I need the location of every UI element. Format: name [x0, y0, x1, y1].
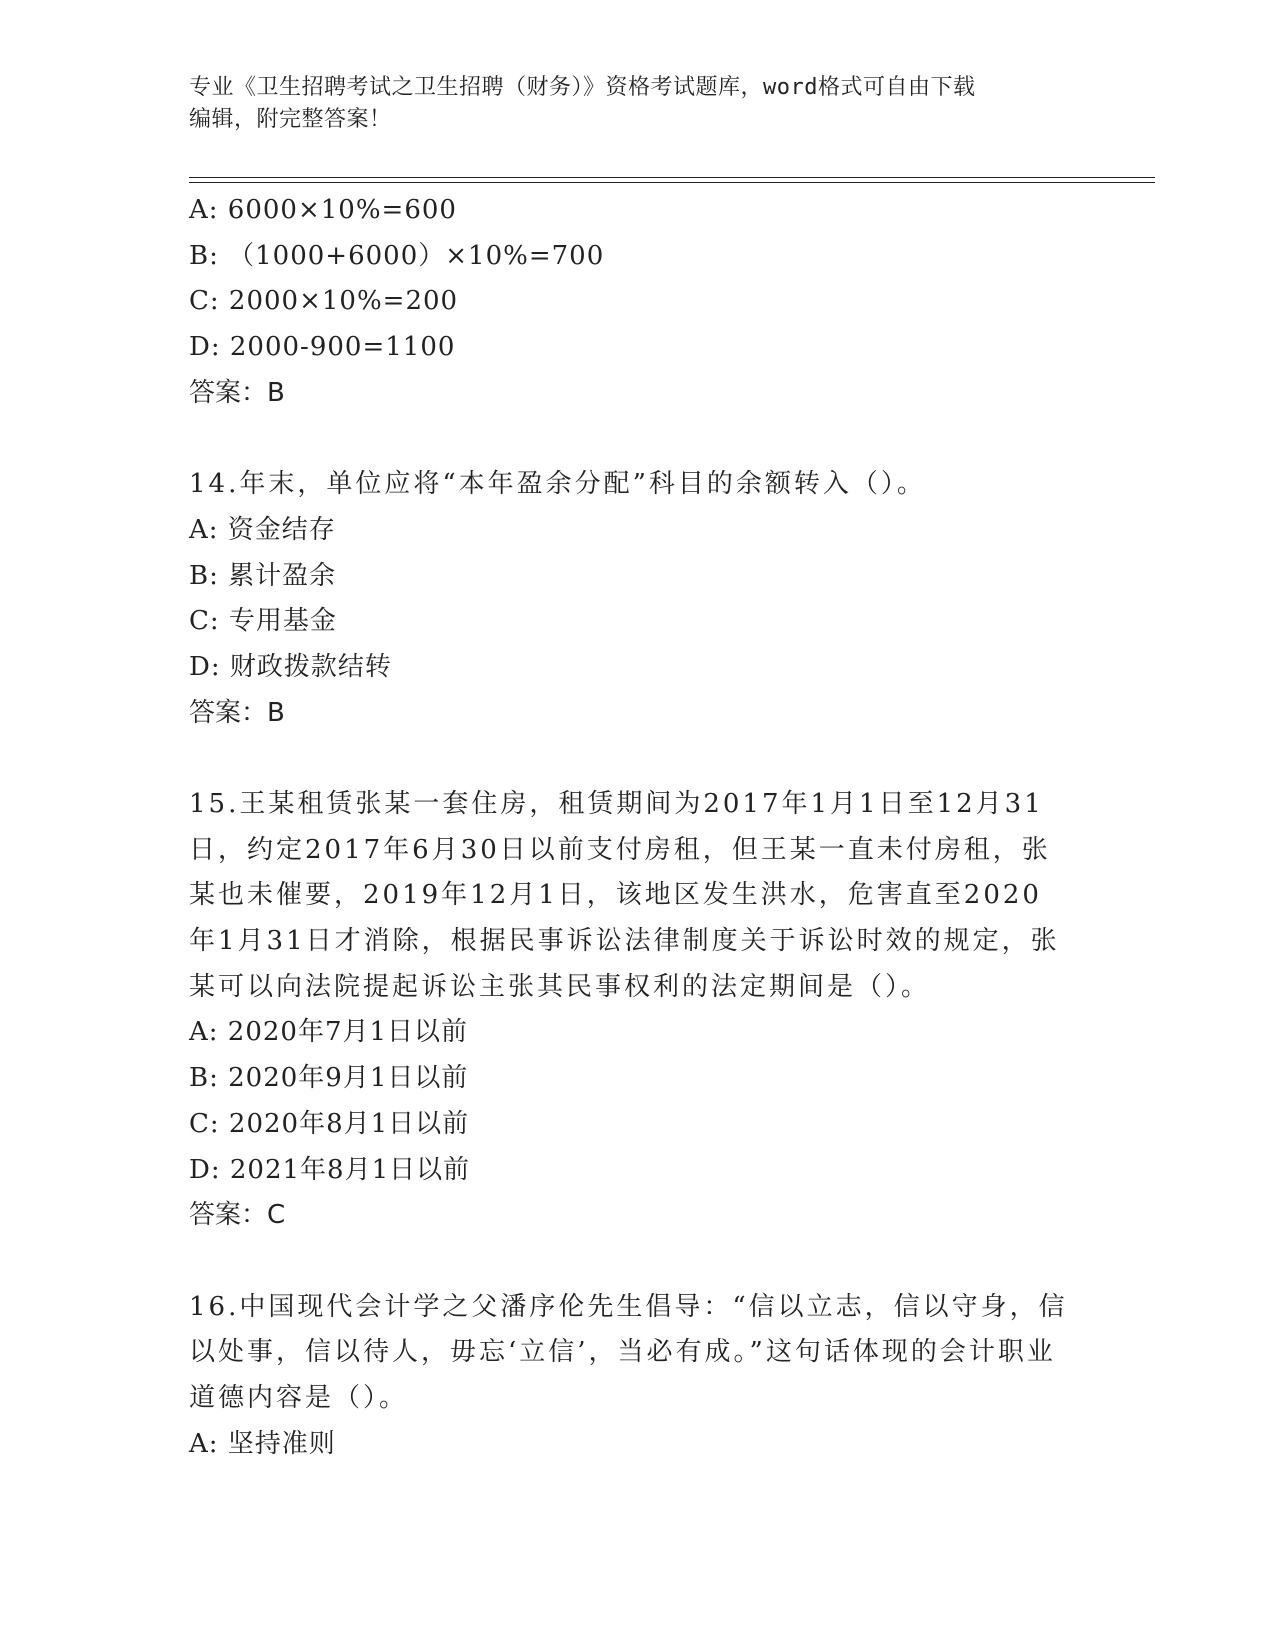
- spacer: [189, 1239, 1079, 1285]
- header-divider-top: [189, 177, 1155, 178]
- option-b: B: 2020年9月1日以前: [189, 1063, 469, 1094]
- header-line-1: 专业《卫生招聘考试之卫生招聘（财务）》资格考试题库，word格式可自由下载: [189, 75, 976, 100]
- option-d: D: 财政拨款结转: [189, 651, 392, 682]
- answer-line: 答案：B: [189, 697, 285, 728]
- option-c: C: 专用基金: [189, 606, 337, 637]
- header-divider-bottom: [189, 182, 1155, 183]
- question-text: 15.王某租赁张某一套住房，租赁期间为2017年1月1日至12月31日，约定2017年6月30日以前支付房租，但王某一直未付房租，张某也未催要，2019年12月1日，该地区发生洪水，危害直至2020年1月31日才消除，根据民事诉讼法律制度关于诉讼时效的规定，张某可以向法院提起诉讼主张其民事权利的法定期间是（）。: [189, 788, 1060, 1002]
- answer-line: 答案：B: [189, 377, 285, 408]
- question-16: [189, 1285, 1079, 1468]
- question-14: [189, 462, 1079, 736]
- spacer: [189, 416, 1079, 462]
- option-a: A: 坚持准则: [189, 1428, 336, 1459]
- answer-line: 答案：C: [189, 1200, 286, 1231]
- option-b: B: （1000+6000）×10%=700: [189, 240, 605, 271]
- document-header: [189, 72, 1089, 136]
- option-a: A: 2020年7月1日以前: [189, 1017, 469, 1048]
- option-a: A: 6000×10%=600: [189, 195, 457, 225]
- option-a: A: 资金结存: [189, 514, 336, 545]
- question-text: 14.年末，单位应将“本年盈余分配”科目的余额转入（）。: [189, 469, 926, 500]
- option-c: C: 2020年8月1日以前: [189, 1108, 470, 1139]
- question-13-partial: [189, 188, 1079, 416]
- option-d: D: 2021年8月1日以前: [189, 1154, 471, 1185]
- option-c: C: 2000×10%=200: [189, 286, 459, 317]
- question-content: [189, 188, 1079, 1467]
- question-text: 16.中国现代会计学之父潘序伦先生倡导：“信以立志，信以守身，信以处事，信以待人，毋忘‘立信’，当必有成。”这句话体现的会计职业道德内容是（）。: [189, 1291, 1068, 1413]
- header-line-2: 编辑，附完整答案！: [189, 107, 392, 132]
- question-15: [189, 782, 1079, 1239]
- option-b: B: 累计盈余: [189, 560, 337, 591]
- option-d: D: 2000-900=1100: [189, 332, 456, 363]
- spacer: [189, 736, 1079, 782]
